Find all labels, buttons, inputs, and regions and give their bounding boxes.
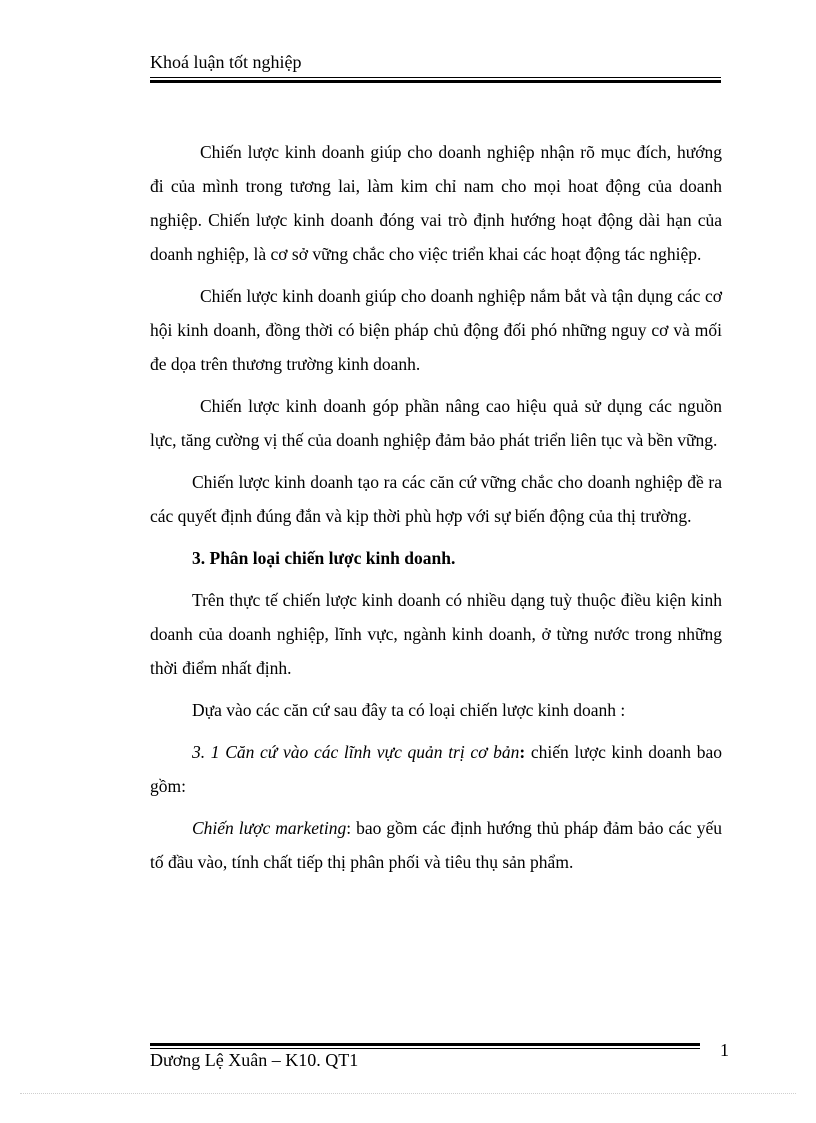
- marketing-paragraph: [150, 811, 722, 879]
- subsection-text: chiến lược kinh doanh bao gồm:: [150, 742, 722, 796]
- paragraph-2: Chiến lược kinh doanh giúp cho doanh nghiệp nắm bắt và tận dụng các cơ hội kinh doanh, đồng thời có biện pháp chủ động đối phó những nguy cơ và mối đe dọa trên thương trường kinh doanh.: [150, 286, 722, 374]
- paragraph-4: Chiến lược kinh doanh tạo ra các căn cứ vững chắc cho doanh nghiệp đề ra các quyết định đúng đắn và kịp thời phù hợp với sự biến động của thị trường.: [150, 472, 722, 526]
- paragraph-1: Chiến lược kinh doanh giúp cho doanh nghiệp nhận rõ mục đích, hướng đi của mình trong tương lai, làm kim chỉ nam cho mọi hoat động của doanh nghiệp. Chiến lược kinh doanh đóng vai trò định hướng hoạt động dài hạn của doanh nghiệp, là cơ sở vững chắc cho việc triển khai các hoạt động tác nghiệp.: [150, 142, 722, 264]
- section-paragraph-2: Dựa vào các căn cứ sau đây ta có loại chiến lược kinh doanh :: [192, 700, 626, 720]
- page-edge-divider: [20, 1093, 796, 1094]
- footer-author: Dương Lệ Xuân – K10. QT1: [150, 1050, 359, 1070]
- subsection-label: 3. 1 Căn cứ vào các lĩnh vực quản trị cơ bản: [192, 742, 520, 762]
- paragraph-3: Chiến lược kinh doanh góp phần nâng cao hiệu quả sử dụng các nguồn lực, tăng cường vị thế của doanh nghiệp đảm bảo phát triển liên tục và bền vững.: [150, 396, 722, 450]
- section-paragraph-1: Trên thực tế chiến lược kinh doanh có nhiều dạng tuỳ thuộc điều kiện kinh doanh của doanh nghiệp, lĩnh vực, ngành kinh doanh, ở từng nước trong những thời điểm nhất định.: [150, 590, 722, 678]
- footer-rule: [150, 1043, 700, 1049]
- document-body: [150, 135, 722, 887]
- marketing-text: : bao gồm các định hướng thủ pháp đảm bảo các yếu tố đầu vào, tính chất tiếp thị phân phối và tiêu thụ sản phẩm.: [150, 818, 722, 872]
- running-header: Khoá luận tốt nghiệp: [150, 52, 302, 72]
- header-rule: [150, 77, 721, 83]
- subsection-paragraph: [150, 735, 722, 803]
- marketing-label: Chiến lược marketing: [192, 818, 347, 838]
- page-number: 1: [720, 1040, 729, 1060]
- subsection-colon: :: [519, 742, 526, 762]
- section-heading: 3. Phân loại chiến lược kinh doanh.: [192, 548, 456, 568]
